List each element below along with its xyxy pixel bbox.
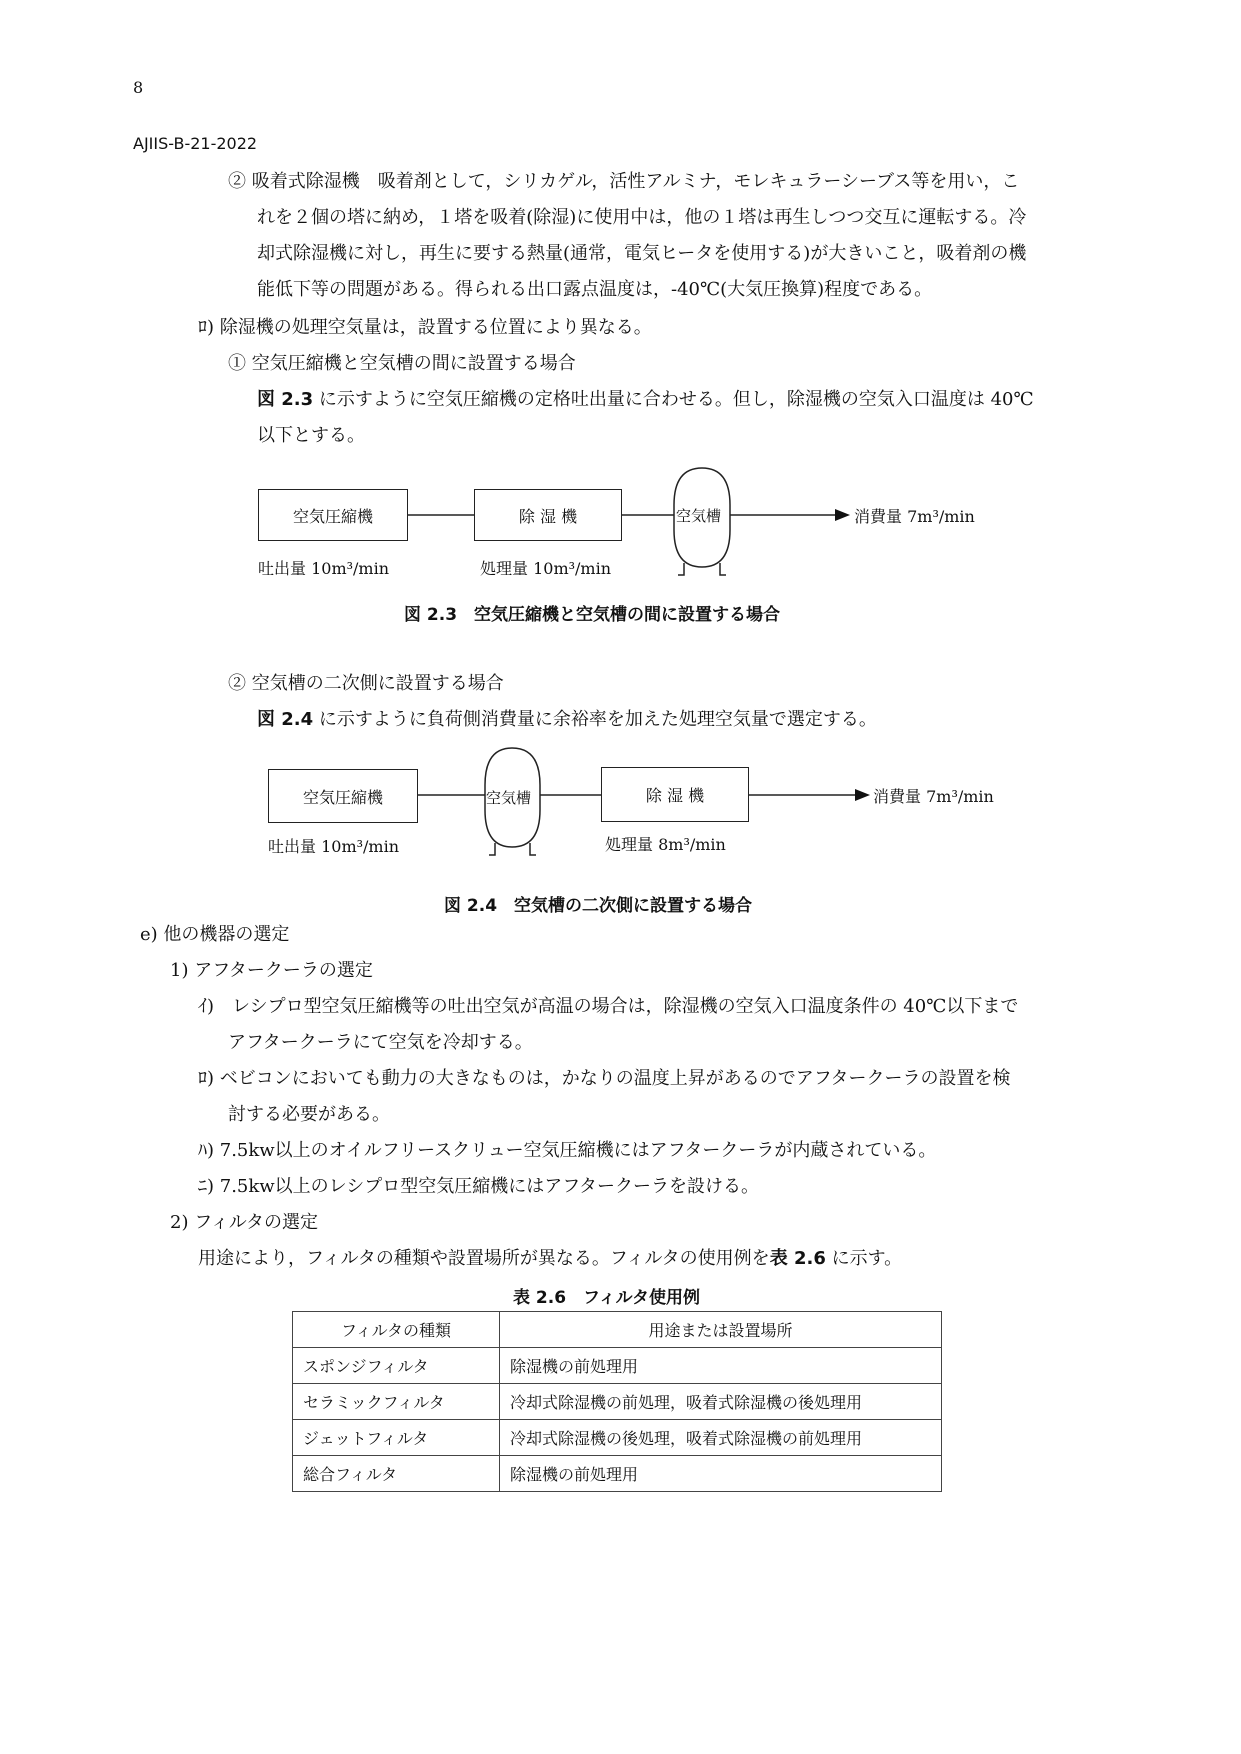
- table-row: [293, 1348, 942, 1384]
- filter-usage-table: [292, 1311, 942, 1492]
- fig24-tank-label: 空気槽: [486, 789, 532, 807]
- table-row: [293, 1456, 942, 1492]
- table-header-cell: 用途または設置場所: [500, 1312, 942, 1348]
- fig24-processing: 処理量 8m³/min: [605, 835, 726, 854]
- item-ni-line: ﾆ) 7.5kw以上のレシプロ型空気圧縮機にはアフタークーラを設ける。: [198, 1176, 759, 1197]
- sub2-text: 用途により，フィルタの種類や設置場所が異なる。フィルタの使用例を表 2.6 に示す。: [198, 1248, 903, 1269]
- fig24-ref: 図 2.4: [257, 709, 314, 730]
- fig23-caption: 図 2.3 空気圧縮機と空気槽の間に設置する場合: [404, 605, 781, 625]
- filter-type-cell: 総合フィルタ: [293, 1456, 500, 1492]
- filter-type-cell: ジェットフィルタ: [293, 1420, 500, 1456]
- case2-line: 図 2.4 に示すように負荷側消費量に余裕率を加えた処理空気量で選定する。: [257, 709, 877, 730]
- filter-type-cell: セラミックフィルタ: [293, 1384, 500, 1420]
- fig23-consumption: 消費量 7m³/min: [854, 507, 975, 526]
- filter-usage-cell: 除湿機の前処理用: [500, 1456, 942, 1492]
- filter-usage-cell: 除湿機の前処理用: [500, 1348, 942, 1384]
- table-header-row: [293, 1312, 942, 1348]
- case1-title: ① 空気圧縮機と空気槽の間に設置する場合: [228, 353, 576, 374]
- fig24-consumption: 消費量 7m³/min: [873, 787, 994, 806]
- ro-paragraph: ﾛ) 除湿機の処理空気量は，設置する位置により異なる。: [198, 317, 652, 338]
- item-ro-line-1: ﾛ) ベビコンにおいても動力の大きなものは，かなりの温度上昇があるのでアフタークーラの設置を検: [198, 1068, 1011, 1089]
- table26-caption: 表 2.6 フィルタ使用例: [513, 1288, 700, 1308]
- fig23-tank-label: 空気槽: [676, 507, 722, 525]
- fig23-dehumidifier-box: 除 湿 機: [474, 489, 622, 541]
- fig24-discharge: 吐出量 10m³/min: [268, 837, 400, 856]
- filter-usage-cell: 冷却式除湿機の前処理，吸着式除湿機の後処理用: [500, 1384, 942, 1420]
- item2-line-3: 却式除湿機に対し，再生に要する熱量(通常，電気ヒータを使用する)が大きいこと，吸着剤の機: [257, 243, 1027, 264]
- item2-line-1: ② 吸着式除湿機 吸着剤として，シリカゲル，活性アルミナ，モレキュラーシーブス等を用い，こ: [228, 171, 1020, 192]
- section-e-title: e) 他の機器の選定: [140, 924, 290, 945]
- fig24-compressor-box: 空気圧縮機: [268, 769, 418, 823]
- page-number: 8: [133, 78, 144, 97]
- document-id: AJIIS-B-21-2022: [133, 134, 258, 153]
- table26-ref: 表 2.6: [769, 1248, 826, 1269]
- sub1-title: 1) アフタークーラの選定: [170, 960, 373, 981]
- table-row: [293, 1420, 942, 1456]
- filter-usage-cell: 冷却式除湿機の後処理，吸着式除湿機の前処理用: [500, 1420, 942, 1456]
- filter-type-cell: スポンジフィルタ: [293, 1348, 500, 1384]
- case2-title: ② 空気槽の二次側に設置する場合: [228, 673, 504, 694]
- fig23-discharge: 吐出量 10m³/min: [258, 559, 390, 578]
- item2-line-2: れを２個の塔に納め，１塔を吸着(除湿)に使用中は，他の１塔は再生しつつ交互に運転する。冷: [257, 207, 1027, 228]
- fig24-caption: 図 2.4 空気槽の二次側に設置する場合: [444, 896, 753, 916]
- item-ro-line-2: 討する必要がある。: [228, 1104, 390, 1125]
- fig23-processing: 処理量 10m³/min: [480, 559, 612, 578]
- item-i-line-1: ｲ) レシプロ型空気圧縮機等の吐出空気が高温の場合は，除湿機の空気入口温度条件の 40℃以下まで: [198, 996, 1019, 1017]
- item-i-line-2: アフタークーラにて空気を冷却する。: [228, 1032, 533, 1053]
- fig24-dehumidifier-box: 除 湿 機: [601, 767, 749, 822]
- table-header-cell: フィルタの種類: [293, 1312, 500, 1348]
- fig23-ref: 図 2.3: [257, 389, 314, 410]
- item2-line-4: 能低下等の問題がある。得られる出口露点温度は，-40℃(大気圧換算)程度である。: [257, 279, 933, 300]
- case1-line-1: 図 2.3 に示すように空気圧縮機の定格吐出量に合わせる。但し，除湿機の空気入口温度は 40℃: [257, 389, 1034, 410]
- item-ha-line: ﾊ) 7.5kw以上のオイルフリースクリュー空気圧縮機にはアフタークーラが内蔵されている。: [198, 1140, 937, 1161]
- case1-line-2: 以下とする。: [257, 425, 365, 446]
- fig23-compressor-box: 空気圧縮機: [258, 489, 408, 541]
- table-row: [293, 1384, 942, 1420]
- sub2-title: 2) フィルタの選定: [170, 1212, 319, 1233]
